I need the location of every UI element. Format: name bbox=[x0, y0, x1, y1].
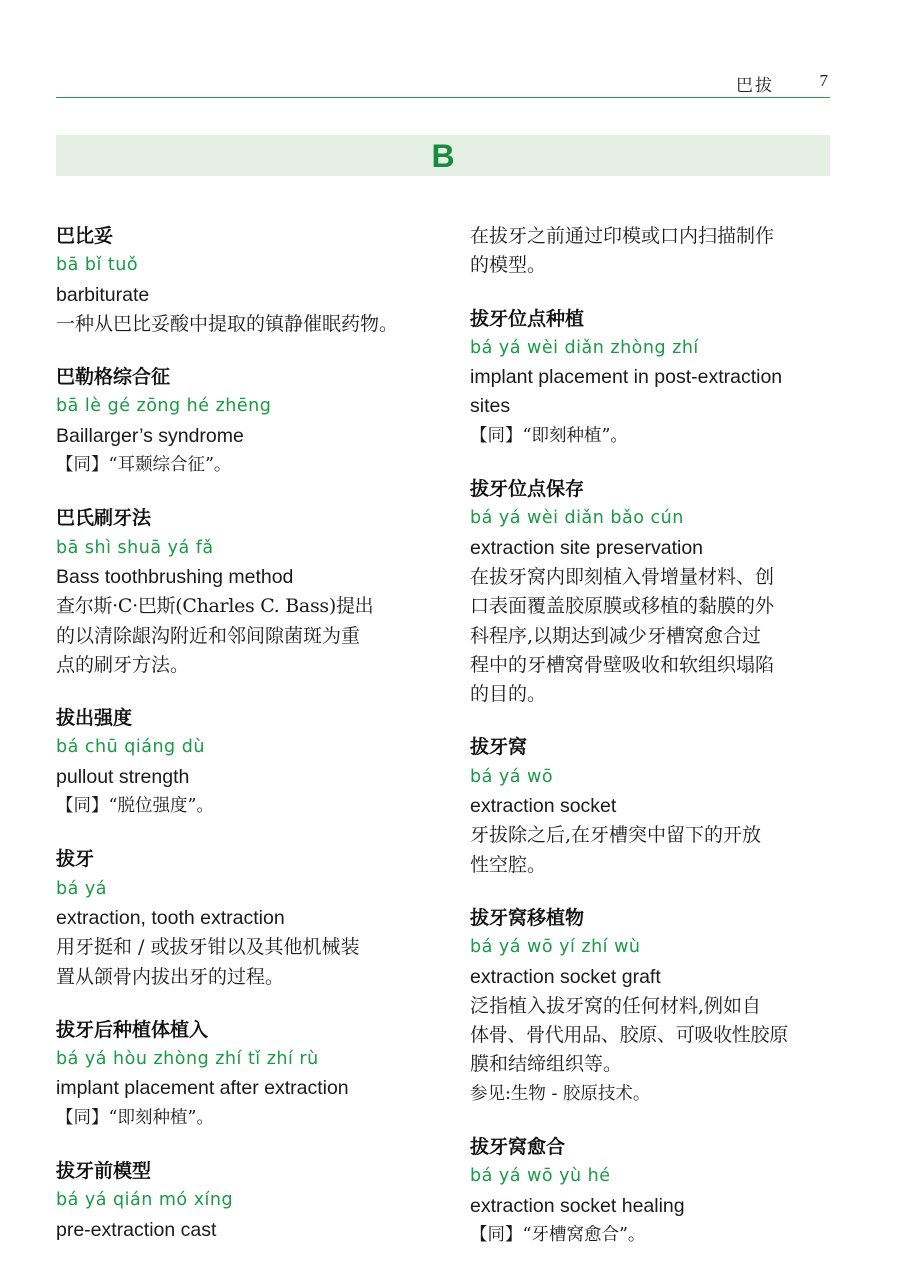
entry-english: implant placement in post-extraction bbox=[470, 366, 783, 389]
entry-definition: 泛指植入拔牙窝的任何材料,例如自 bbox=[470, 994, 762, 1017]
entry-term: 拔牙位点保存 bbox=[470, 478, 585, 501]
section-band bbox=[56, 135, 830, 176]
entry-definition: 口表面覆盖胶原膜或移植的黏膜的外 bbox=[470, 595, 775, 618]
entry-english: sites bbox=[470, 395, 511, 418]
entry-term: 拔牙窝愈合 bbox=[470, 1136, 566, 1159]
entry-term: 拔出强度 bbox=[56, 707, 133, 730]
entry-pinyin: bá yá hòu zhòng zhí tǐ zhí rù bbox=[56, 1049, 319, 1070]
entry-implant-post-extraction-sites bbox=[470, 305, 830, 451]
entry-socket-healing bbox=[470, 1133, 830, 1250]
entry-baillarger bbox=[56, 363, 416, 480]
entry-term: 巴氏刷牙法 bbox=[56, 507, 152, 530]
entry-pinyin: bá yá bbox=[56, 878, 107, 899]
entry-definition: 查尔斯·C·巴斯(Charles C. Bass)提出 bbox=[56, 595, 374, 618]
entry-term: 拔牙前模型 bbox=[56, 1160, 152, 1183]
entry-see-also: 参见:生物 - 胶原技术。 bbox=[470, 1083, 651, 1104]
entry-site-preservation bbox=[470, 475, 830, 709]
entry-pinyin: bá yá wèi diǎn zhòng zhí bbox=[470, 337, 699, 358]
entry-english: Baillarger’s syndrome bbox=[56, 424, 244, 447]
entry-pinyin: bá chū qiáng dù bbox=[56, 737, 205, 758]
entry-see-also: 【同】“即刻种植”。 bbox=[470, 425, 628, 446]
entry-extraction bbox=[56, 845, 416, 991]
entry-english: extraction, tooth extraction bbox=[56, 906, 285, 929]
section-letter: B bbox=[431, 137, 455, 174]
entry-english: extraction site preservation bbox=[470, 536, 704, 559]
entry-definition: 在拔牙窝内即刻植入骨增量材料、创 bbox=[470, 565, 775, 588]
entry-socket-graft bbox=[470, 904, 830, 1109]
entry-pinyin: bá yá qián mó xíng bbox=[56, 1190, 234, 1211]
entry-continuation bbox=[470, 222, 830, 281]
header-title: 巴拔 bbox=[736, 76, 774, 96]
entry-pinyin: bā bǐ tuǒ bbox=[56, 255, 139, 276]
entry-pinyin: bā lè gé zōng hé zhēng bbox=[56, 396, 272, 417]
entry-pinyin: bá yá wèi diǎn bǎo cún bbox=[470, 508, 684, 529]
entry-see-also: 【同】“牙槽窝愈合”。 bbox=[470, 1224, 646, 1245]
entry-extraction-socket bbox=[470, 733, 830, 879]
right-column bbox=[470, 222, 830, 1274]
entry-pinyin: bá yá wō yù hé bbox=[470, 1166, 611, 1187]
entry-definition: 牙拔除之后,在牙槽突中留下的开放 bbox=[470, 824, 762, 847]
entry-pullout-strength bbox=[56, 704, 416, 821]
entry-english: Bass toothbrushing method bbox=[56, 565, 294, 588]
entry-see-also: 【同】“即刻种植”。 bbox=[56, 1107, 214, 1128]
entry-term: 拔牙 bbox=[56, 848, 95, 871]
entry-definition: 在拔牙之前通过印模或口内扫描制作 bbox=[470, 225, 775, 247]
entry-definition: 体骨、骨代用品、胶原、可吸收性胶原 bbox=[470, 1024, 788, 1047]
entry-term: 拔牙窝移植物 bbox=[470, 906, 585, 929]
header-rule bbox=[56, 97, 830, 98]
entry-pinyin: bá yá wō bbox=[470, 766, 554, 787]
left-column bbox=[56, 222, 416, 1269]
entry-term: 巴比妥 bbox=[56, 225, 114, 247]
running-header bbox=[56, 66, 830, 96]
entry-term: 拔牙后种植体植入 bbox=[56, 1018, 209, 1041]
entry-bass-method bbox=[56, 504, 416, 680]
entry-definition: 程中的牙槽窝骨壁吸收和软组织塌陷 bbox=[470, 653, 775, 676]
entry-term: 拔牙位点种植 bbox=[470, 307, 585, 330]
entry-definition: 点的刷牙方法。 bbox=[56, 653, 190, 676]
entry-english: extraction socket healing bbox=[470, 1194, 685, 1217]
entry-term: 拔牙窝 bbox=[470, 736, 528, 759]
entry-pinyin: bá yá wō yí zhí wù bbox=[470, 937, 641, 958]
entry-english: barbiturate bbox=[56, 283, 150, 306]
entry-term: 巴勒格综合征 bbox=[56, 366, 171, 389]
entry-definition: 一种从巴比妥酸中提取的镇静催眠药物。 bbox=[56, 312, 399, 335]
entry-definition: 置从颌骨内拔出牙的过程。 bbox=[56, 965, 285, 988]
page-number: 7 bbox=[819, 71, 828, 90]
entry-barbiturate bbox=[56, 222, 416, 339]
entry-definition: 的目的。 bbox=[470, 683, 547, 706]
entry-implant-after-extraction bbox=[56, 1016, 416, 1133]
entry-english: extraction socket bbox=[470, 795, 617, 818]
entry-see-also: 【同】“耳颞综合征”。 bbox=[56, 455, 232, 476]
entry-definition: 的模型。 bbox=[470, 254, 547, 277]
entry-english: implant placement after extraction bbox=[56, 1077, 349, 1100]
entry-definition: 性空腔。 bbox=[470, 853, 547, 876]
entry-english: pre-extraction cast bbox=[56, 1218, 217, 1241]
entry-definition: 的以清除龈沟附近和邻间隙菌斑为重 bbox=[56, 624, 361, 647]
entry-pre-extraction-cast bbox=[56, 1157, 416, 1245]
entry-english: extraction socket graft bbox=[470, 965, 661, 988]
entry-definition: 科程序,以期达到减少牙槽窝愈合过 bbox=[470, 624, 762, 647]
entry-definition: 膜和结缔组织等。 bbox=[470, 1053, 623, 1076]
entry-see-also: 【同】“脱位强度”。 bbox=[56, 796, 214, 817]
entry-definition: 用牙挺和 / 或拔牙钳以及其他机械装 bbox=[56, 936, 360, 959]
entry-pinyin: bā shì shuā yá fǎ bbox=[56, 537, 214, 558]
entry-english: pullout strength bbox=[56, 765, 190, 788]
